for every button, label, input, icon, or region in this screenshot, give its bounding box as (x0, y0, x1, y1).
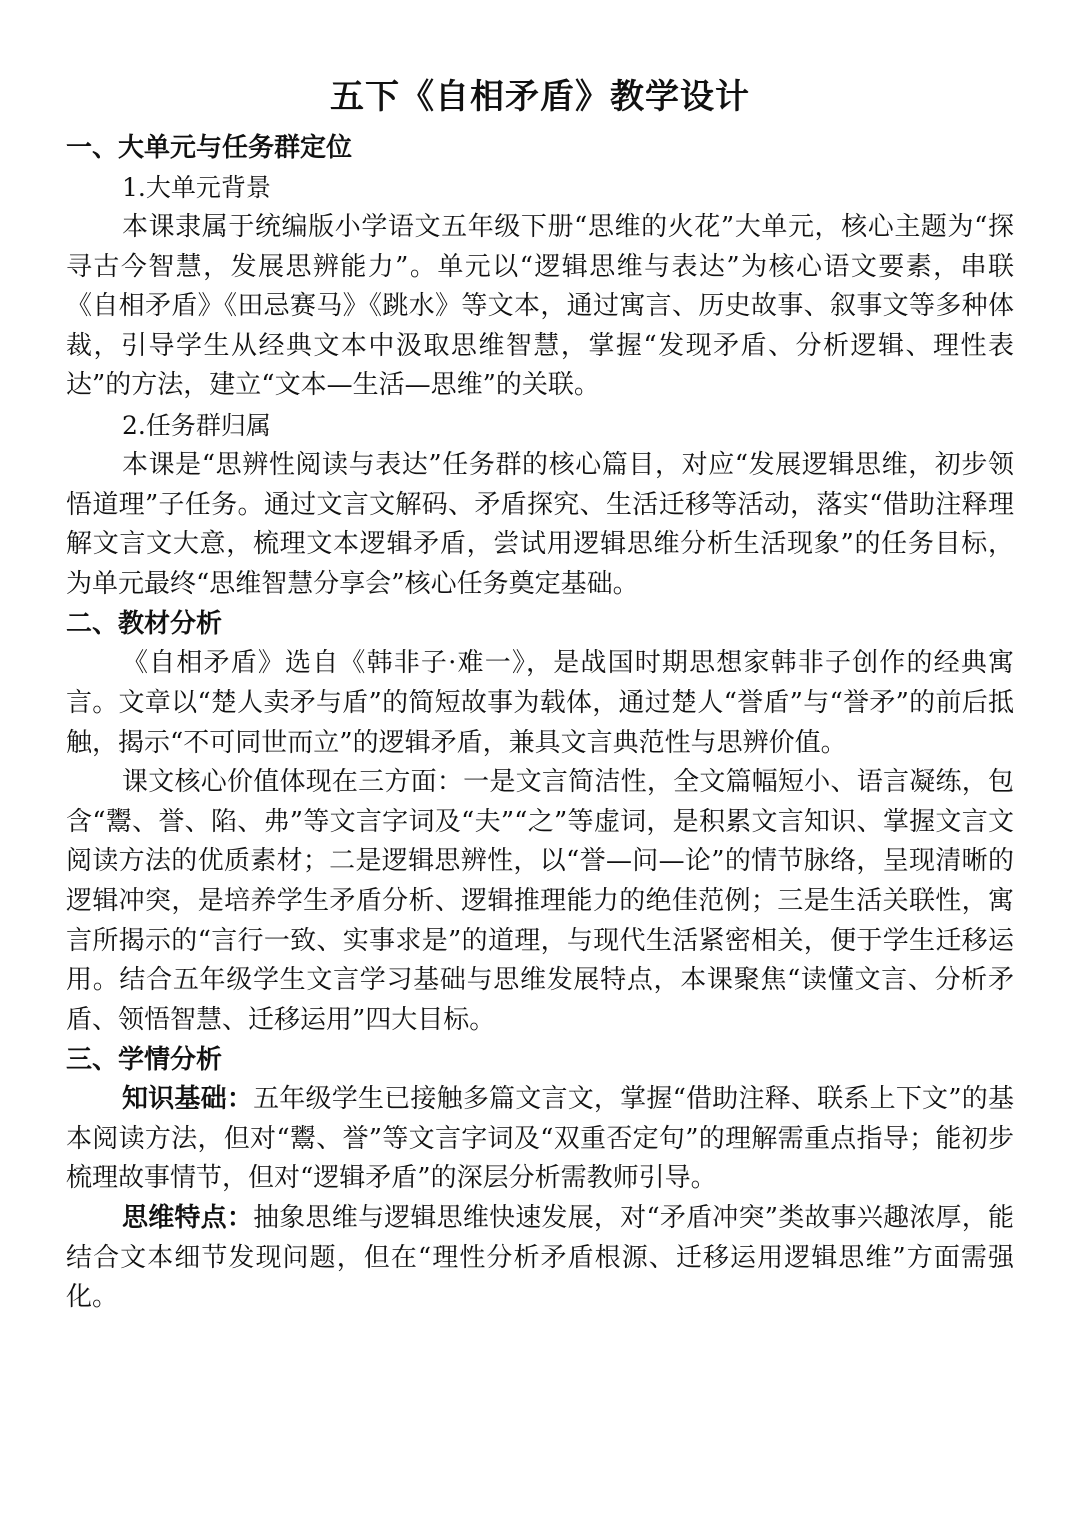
subheading-task-group: 2.任务群归属 (122, 410, 271, 440)
paragraph-core-value: 课文核心价值体现在三方面：一是文言简洁性，全文篇幅短小、语言凝练，包含“鬻、誉、陷、弗”等文言字词及“夫”“之”等虚词，是积累文言知识、掌握文言文阅读方法的优质素材；二是逻辑思辨性，以“誉—问—论”的情节脉络，呈现清晰的逻辑冲突，是培养学生矛盾分析、逻辑推理能力的绝佳范例；三是生活关联性，寓言所揭示的“言行一致、实事求是”的道理，与现代生活紧密相关，便于学生迁移运用。结合五年级学生文言学习基础与思维发展特点，本课聚焦“读懂文言、分析矛盾、领悟智慧、迁移运用”四大目标。 (66, 767, 1014, 1035)
lead-label: 思维特点： (122, 1203, 254, 1234)
section-learner-analysis (66, 1040, 1014, 1318)
document-title: 五下《自相矛盾》教学设计 (330, 77, 750, 117)
paragraph-text-source: 《自相矛盾》选自《韩非子·难一》，是战国时期思想家韩非子创作的经典寓言。文章以“楚人卖矛与盾”的简短故事为载体，通过楚人“誉盾”与“誉矛”的前后抵触，揭示“不可同世而立”的逻辑矛盾，兼具文言典范性与思辨价值。 (66, 648, 1014, 758)
lead-label: 知识基础： (122, 1084, 254, 1115)
subheading-unit-background: 1.大单元背景 (122, 173, 271, 202)
paragraph-text: 五年级学生已接触多篇文言文，掌握“借助注释、联系上下文”的基本阅读方法，但对“鬻、誉”等文言字词及“双重否定句”的理解需重点指导；能初步梳理故事情节，但对“逻辑矛盾”的深层分析需教师引导。 (66, 1084, 1014, 1194)
section-textbook-analysis (66, 604, 1014, 1040)
section-unit-positioning (66, 128, 1014, 604)
paragraph-unit-background: 本课隶属于统编版小学语文五年级下册“思维的火花”大单元，核心主题为“探寻古今智慧，发展思辨能力”。单元以“逻辑思维与表达”为核心语文要素，串联《自相矛盾》《田忌赛马》《跳水》等文本，通过寓言、历史故事、叙事文等多种体裁，引导学生从经典文本中汲取思维智慧，掌握“发现矛盾、分析逻辑、理性表达”的方法，建立“文本—生活—思维”的关联。 (66, 212, 1014, 401)
section-heading: 三、学情分析 (66, 1045, 223, 1076)
section-heading: 二、教材分析 (66, 609, 223, 640)
paragraph-thinking-traits (66, 1199, 1014, 1318)
paragraph-knowledge-base (66, 1080, 1014, 1199)
paragraph-text: 抽象思维与逻辑思维快速发展，对“矛盾冲突”类故事兴趣浓厚，能结合文本细节发现问题，但在“理性分析矛盾根源、迁移运用逻辑思维”方面需强化。 (66, 1203, 1014, 1313)
section-heading: 一、大单元与任务群定位 (66, 133, 353, 163)
paragraph-task-group: 本课是“思辨性阅读与表达”任务群的核心篇目，对应“发展逻辑思维，初步领悟道理”子任务。通过文言文解码、矛盾探究、生活迁移等活动，落实“借助注释理解文言文大意，梳理文本逻辑矛盾，尝试用逻辑思维分析生活现象”的任务目标，为单元最终“思维智慧分享会”核心任务奠定基础。 (66, 449, 1014, 599)
document-page (66, 70, 1014, 1318)
